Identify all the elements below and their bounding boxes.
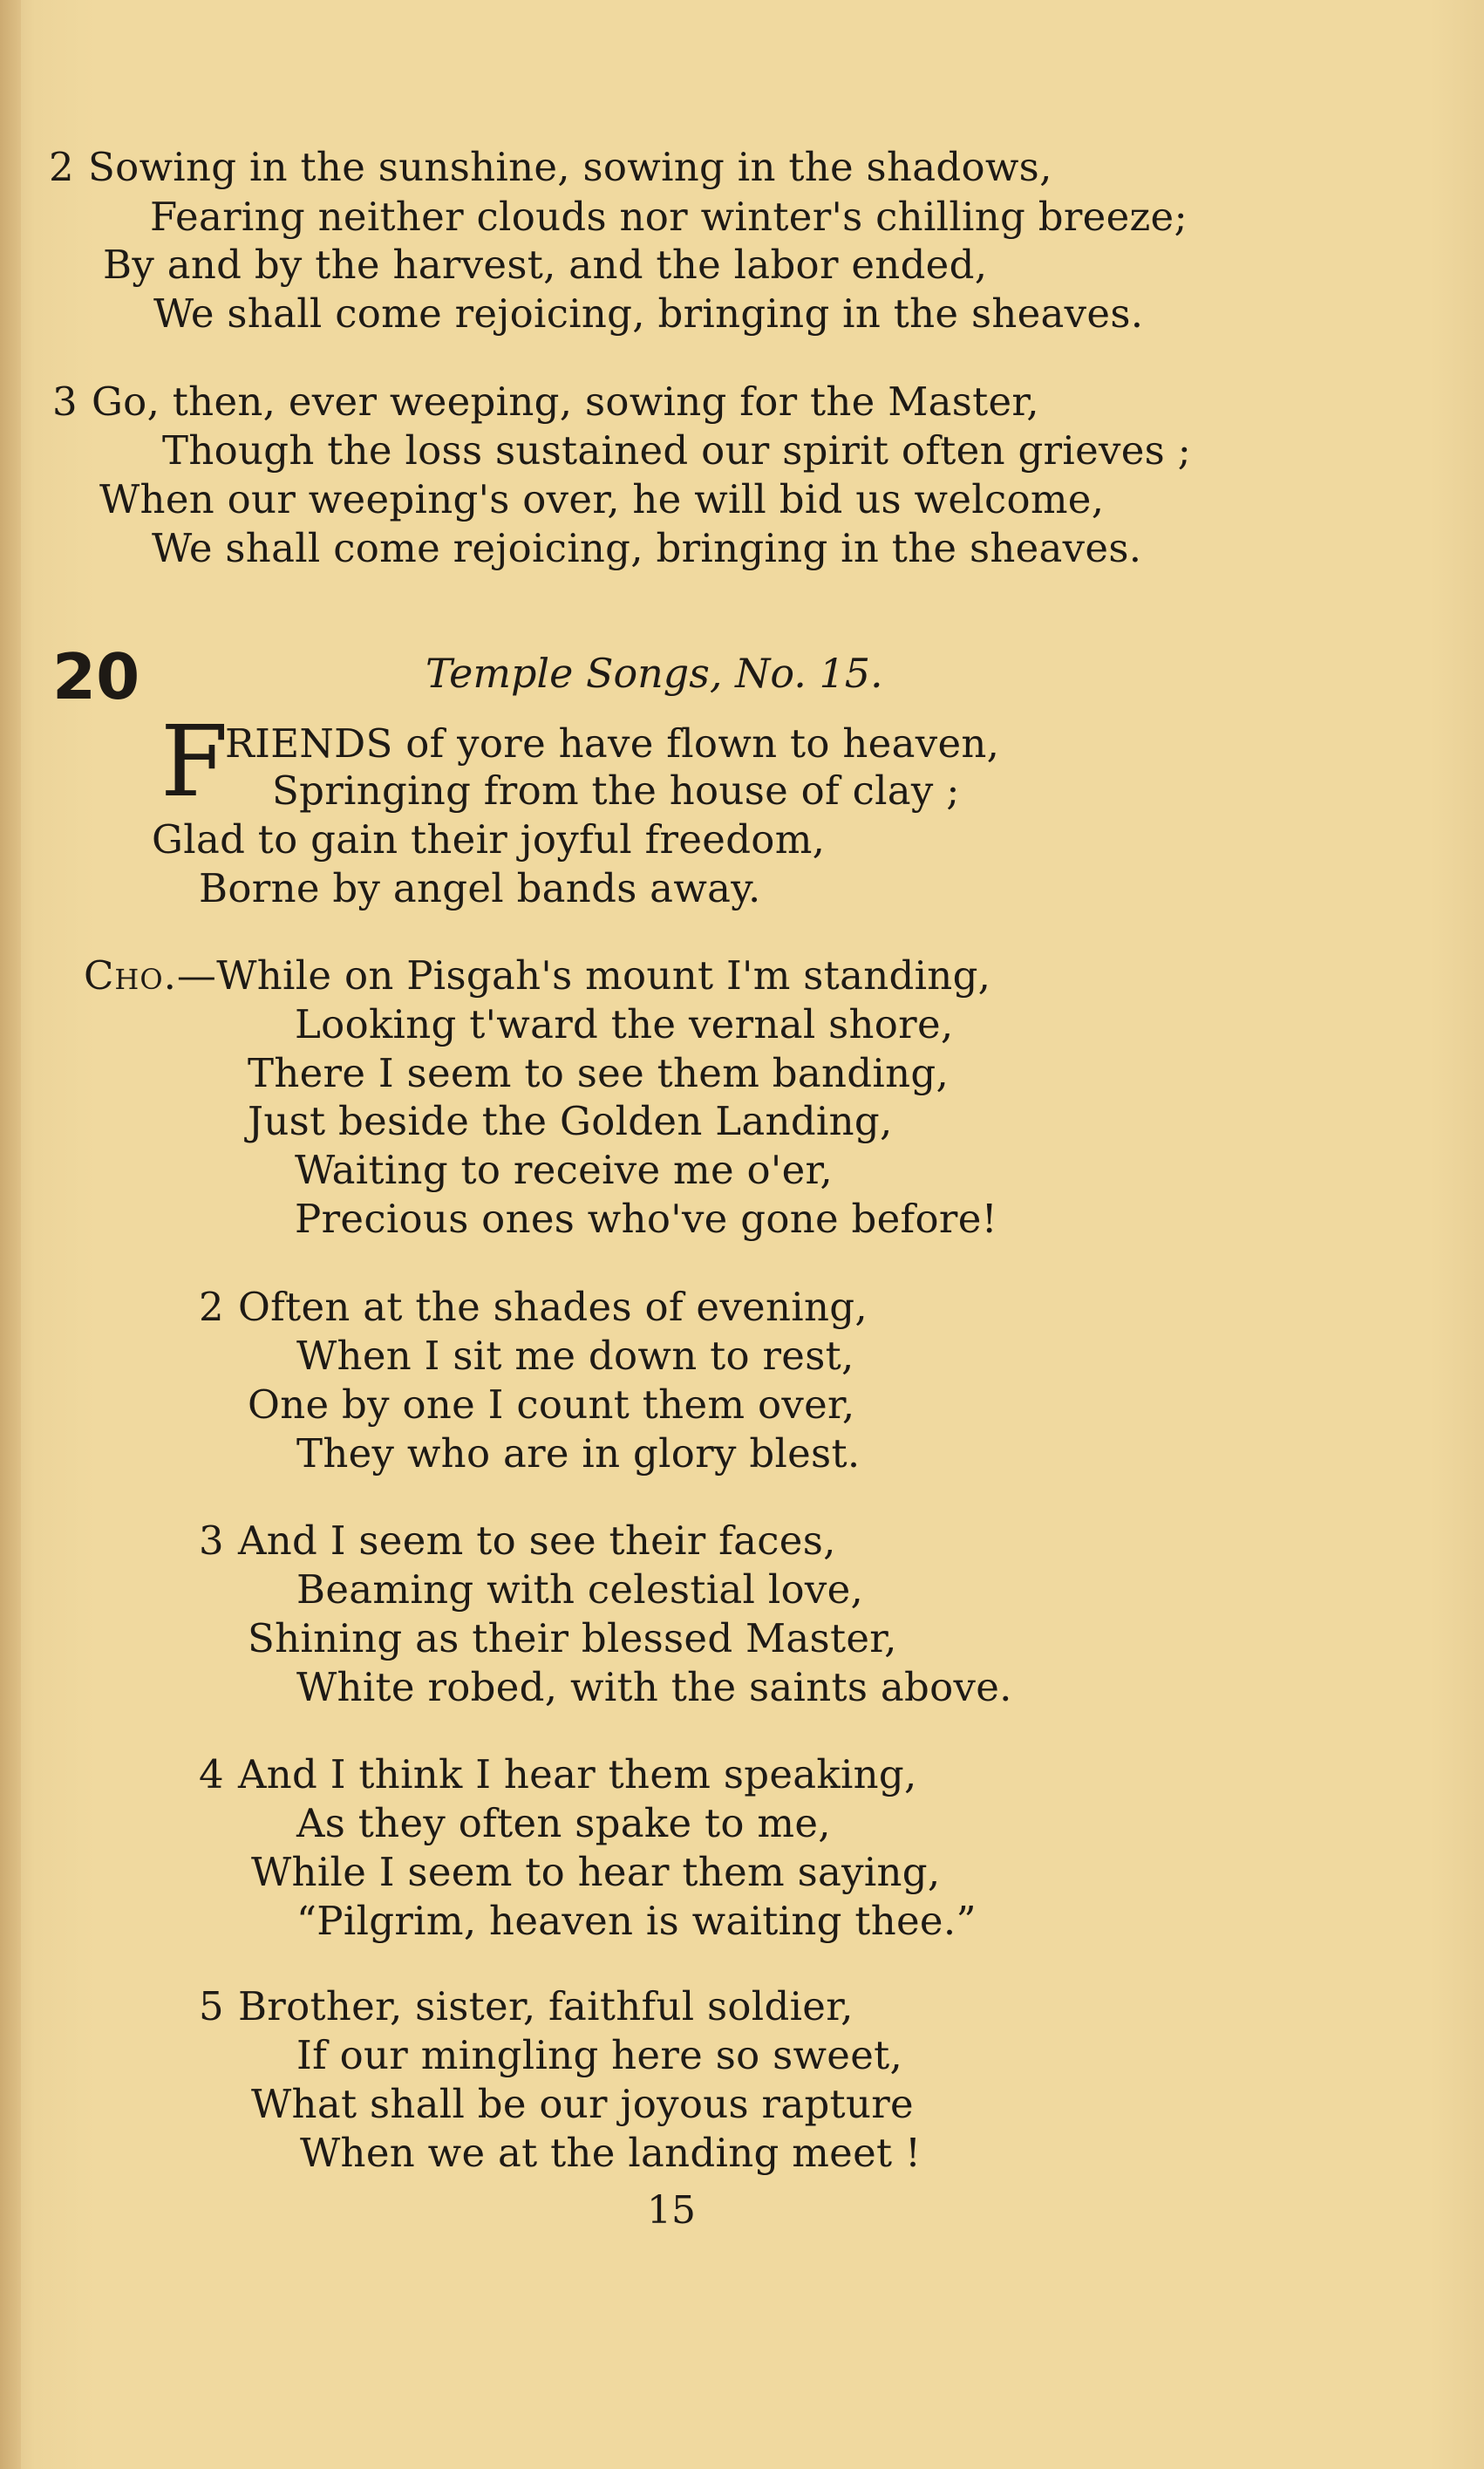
verse-line: 5 Brother, sister, faithful soldier,: [199, 1983, 854, 2029]
verse-line: What shall be our joyous rapture: [251, 2081, 914, 2127]
verse-line: Beaming with celestial love,: [296, 1566, 864, 1613]
verse-line: Though the loss sustained our spirit often grieves ;: [162, 427, 1192, 474]
verse-number: 2: [49, 144, 74, 190]
verse-line: 2 Often at the shades of evening,: [199, 1284, 868, 1330]
chorus-line: There I seem to see them banding,: [248, 1050, 950, 1096]
verse-line: White robed, with the saints above.: [296, 1664, 1012, 1710]
verse-line: “Pilgrim, heaven is waiting thee.”: [296, 1898, 977, 1944]
verse-number: 5: [199, 1983, 224, 2029]
verse-line: One by one I count them over,: [248, 1381, 855, 1428]
verse-line: 2 Sowing in the sunshine, sowing in the shadows,: [49, 144, 1052, 190]
page-number: 15: [647, 2188, 696, 2233]
chorus-line: Waiting to receive me o'er,: [295, 1147, 834, 1193]
chorus-label: Cho.: [84, 952, 177, 999]
verse-line: We shall come rejoicing, bringing in the sheaves.: [152, 525, 1142, 571]
chorus-line: Cho.—While on Pisgah's mount I'm standing,: [84, 952, 991, 999]
verse-line: When our weeping's over, he will bid us welcome,: [99, 476, 1105, 522]
verse-line: Shining as their blessed Master,: [248, 1615, 897, 1661]
chorus-line: Looking t'ward the vernal shore,: [295, 1001, 954, 1047]
verse-line: If our mingling here so sweet,: [296, 2032, 903, 2078]
verse-number: 2: [199, 1284, 224, 1330]
verse-line: By and by the harvest, and the labor ended,: [103, 242, 988, 288]
chorus-line: Just beside the Golden Landing,: [248, 1098, 893, 1144]
verse-line: RIENDS of yore have flown to heaven,: [225, 720, 1000, 767]
verse-line: 3 Go, then, ever weeping, sowing for the Master,: [52, 379, 1039, 425]
hymn-source: Temple Songs, No. 15.: [425, 650, 883, 697]
verse-line: When we at the landing meet !: [300, 2130, 922, 2176]
verse-line: While I seem to hear them saying,: [251, 1849, 941, 1895]
hymn-number: 20: [52, 640, 140, 713]
verse-line: 3 And I seem to see their faces,: [199, 1518, 836, 1564]
verse-number: 3: [52, 379, 78, 425]
page-binding-edge: [0, 0, 21, 2469]
verse-line: We shall come rejoicing, bringing in the sheaves.: [153, 290, 1144, 337]
verse-line: Glad to gain their joyful freedom,: [152, 816, 826, 863]
verse-line: Fearing neither clouds nor winter's chilling breeze;: [150, 194, 1188, 240]
verse-line: As they often spake to me,: [296, 1800, 831, 1846]
verse-number: 3: [199, 1518, 224, 1564]
verse-number: 4: [199, 1751, 224, 1797]
drop-cap: F: [160, 706, 228, 819]
verse-line: They who are in glory blest.: [296, 1430, 861, 1477]
chorus-line: Precious ones who've gone before!: [295, 1196, 998, 1242]
verse-line: Springing from the house of clay ;: [272, 767, 960, 814]
verse-line: When I sit me down to rest,: [296, 1333, 854, 1379]
verse-line: Borne by angel bands away.: [199, 865, 761, 911]
verse-line: 4 And I think I hear them speaking,: [199, 1751, 917, 1797]
